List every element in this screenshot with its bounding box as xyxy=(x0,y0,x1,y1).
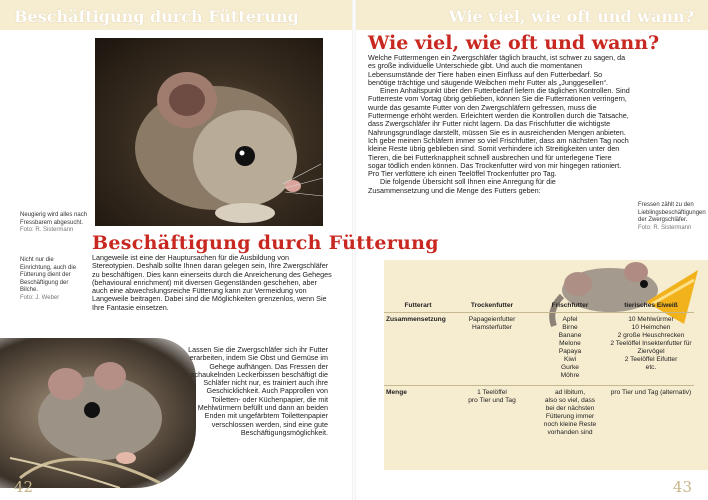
caption-right-text: Fressen zählt zu den Lieblingsbeschäftigungen der Zwergschläfer. xyxy=(638,202,706,223)
running-head-right xyxy=(354,0,708,30)
running-head-left-text: Beschäftigung durch Fütterung xyxy=(14,7,299,26)
table-header-frischfutter: Frischfutter xyxy=(532,300,608,313)
cell-protein-composition xyxy=(608,313,694,386)
cell-line: pro Tier und Tag (alternativ) xyxy=(610,389,692,396)
cell-line: etc. xyxy=(645,364,657,371)
dormouse-closeup-photo xyxy=(95,38,323,226)
cell-line: pro Tier und Tag xyxy=(468,397,516,404)
cell-line: Möhre xyxy=(560,372,580,379)
table-row-zusammensetzung xyxy=(384,313,694,386)
section-title-right: Wie viel, wie oft und wann? xyxy=(368,32,660,54)
cell-line: noch kleine Reste xyxy=(543,421,597,428)
cell-line: 2 Teelöffel Eifutter xyxy=(624,356,678,363)
table-header-eiweiss: tierisches Eiweiß xyxy=(608,300,694,313)
page-number-left: 42 xyxy=(14,478,34,496)
cell-line: Birne xyxy=(562,324,578,331)
cell-line: Papaya xyxy=(558,348,582,355)
row-label-zusammensetzung: Zusammensetzung xyxy=(384,313,452,386)
cell-line: also so viel, dass xyxy=(544,397,596,404)
right-paragraph-2: Einen Anhaltspunkt über den Futterbedarf liefern die täglichen Kontrollen. Sind Futterreste vom Vortag übrig geblieben, können Sie die Futterrationen verringern, wurde das gesamte Futter von den Zwergschläfern gefressen, muss die Futtermenge erhöht werden. Erleichtert werden die Kontrollen durch die Tatsache, dass Zwergschläfer ihr Futter nicht lagern. Da das Frischfutter die wichtigste Nahrungsgrundlage darstellt, müssen Sie es in ausreichenden Mengen anbieten. Ich gebe meinen Schläfern immer so viel Frischfutter, dass am nächsten Tag noch kleine Reste übrig geblieben sind. Somit verhindere ich Streitigkeiten unter den Tieren, die bei Futterknappheit schnell ausbrechen und für unterlegene Tiere sogar tödlich enden können. Das Trockenfutter wird von mir hingegen rationiert. Pro Tier verfüttere ich einen Teelöffel Trockenfutter pro Tag. xyxy=(368,86,630,179)
cell-line: 10 Mehlwürmer xyxy=(628,316,674,323)
left-body-paragraph-2: Lassen Sie die Zwergschläfer sich ihr Futter erarbeiten, indem Sie Obst und Gemüse im Gehege aufhängen. Das Fressen der schaukelnden Leckerbissen beschäftigt die Schläfer nicht nur, es trainiert auch ihre Geschicklichkeit. Auch Papprollen von Toiletten- oder Küchenpapier, die mit Mehlwürmern befüllt und dann an beiden Enden mit ungefärbtem Toilettenpapier verschlossen werden, sind eine gute Beschäftigungsmöglichkeit. xyxy=(188,345,328,437)
photo-caption-right xyxy=(638,202,704,232)
page-number-right: 43 xyxy=(672,478,692,496)
caption-side-text: Nicht nur die Einrichtung, auch die Fütterung dient der Beschäftigung der Bilche. xyxy=(20,257,77,293)
caption-top-credit: Foto: R. Sistermann xyxy=(20,227,74,233)
cell-line: ad libitum, xyxy=(554,389,586,396)
cell-line: Papageienfutter xyxy=(468,316,516,323)
photo-caption-top xyxy=(20,212,90,235)
table-row-menge xyxy=(384,386,694,443)
cell-line: 10 Heimchen xyxy=(631,324,671,331)
dormouse-closeup-image xyxy=(95,38,323,226)
cell-fresh-amount xyxy=(532,386,608,443)
cell-line: vorhanden sind xyxy=(547,429,593,436)
cell-line: Banane xyxy=(558,332,582,339)
right-paragraph-3: Die folgende Übersicht soll Ihnen eine Anregung für die Zusammensetzung und die Menge des Futters geben: xyxy=(368,177,556,195)
cell-dry-composition xyxy=(452,313,532,386)
cell-line: bei der nächsten xyxy=(545,405,595,412)
right-body-text xyxy=(368,54,630,195)
cell-line: Hamsterfutter xyxy=(472,324,512,331)
cell-line: Melone xyxy=(559,340,581,347)
cell-protein-amount xyxy=(608,386,694,443)
feeding-table xyxy=(384,300,694,442)
photo-caption-side xyxy=(20,257,84,302)
row-label-menge: Menge xyxy=(386,389,407,396)
cell-line: Apfel xyxy=(562,316,578,323)
section-title-left: Beschäftigung durch Fütterung xyxy=(92,232,439,254)
cell-line: 2 Teelöffel Insektenfutter für Ziervögel xyxy=(610,340,692,355)
dormouse-nest-image xyxy=(0,338,196,488)
caption-right-credit: Foto: R. Sistermann xyxy=(638,224,692,231)
running-head-right-text: Wie viel, wie oft und wann? xyxy=(448,7,694,26)
table-header-trockenfutter: Trockenfutter xyxy=(452,300,532,313)
dormouse-nest-photo xyxy=(0,338,196,488)
caption-top-text: Neugierig wird alles nach Fressbarem abgesucht. xyxy=(20,212,88,226)
running-head-left xyxy=(0,0,354,30)
cell-line: Kiwi xyxy=(563,356,577,363)
cell-line: 2 große Heuschrecken xyxy=(617,332,685,339)
right-paragraph-1: Welche Futtermengen ein Zwergschläfer täglich braucht, ist schwer zu sagen, da es große individuelle Unterschiede gibt. Und auch die momentanen Lebensumstände der Tiere haben einen Einfluss auf den Futterbedarf. So benötige trächtige und säugende Weibchen mehr Futter als „Junggesellen“. xyxy=(368,53,626,87)
left-body-paragraph-1: Langeweile ist eine der Hauptursachen für die Ausbildung von Stereotypien. Deshalb sollte Ihnen daran gelegen sein, Ihre Zwergschläfer zu beschäftigen. Dies kann einerseits durch die Anreicherung des Geheges (behavioural enrichment) mit diversen Gegenständen geschehen, aber auch eine abwechslungsreiche Fütterung kann zur Vermeidung von Langeweile beitragen. Dabei sind die Möglichkeiten grenzenlos, wenn Sie Ihre Fantasie einsetzen. xyxy=(92,253,332,312)
cell-line: Fütterung immer xyxy=(545,413,595,420)
table-header-futterart: Futterart xyxy=(384,300,452,313)
cell-dry-amount xyxy=(452,386,532,443)
cell-fresh-composition xyxy=(532,313,608,386)
caption-side-credit: Foto: J. Weber xyxy=(20,294,60,301)
cell-line: Gurke xyxy=(561,364,579,371)
cell-line: 1 Teelöffel xyxy=(477,389,507,396)
